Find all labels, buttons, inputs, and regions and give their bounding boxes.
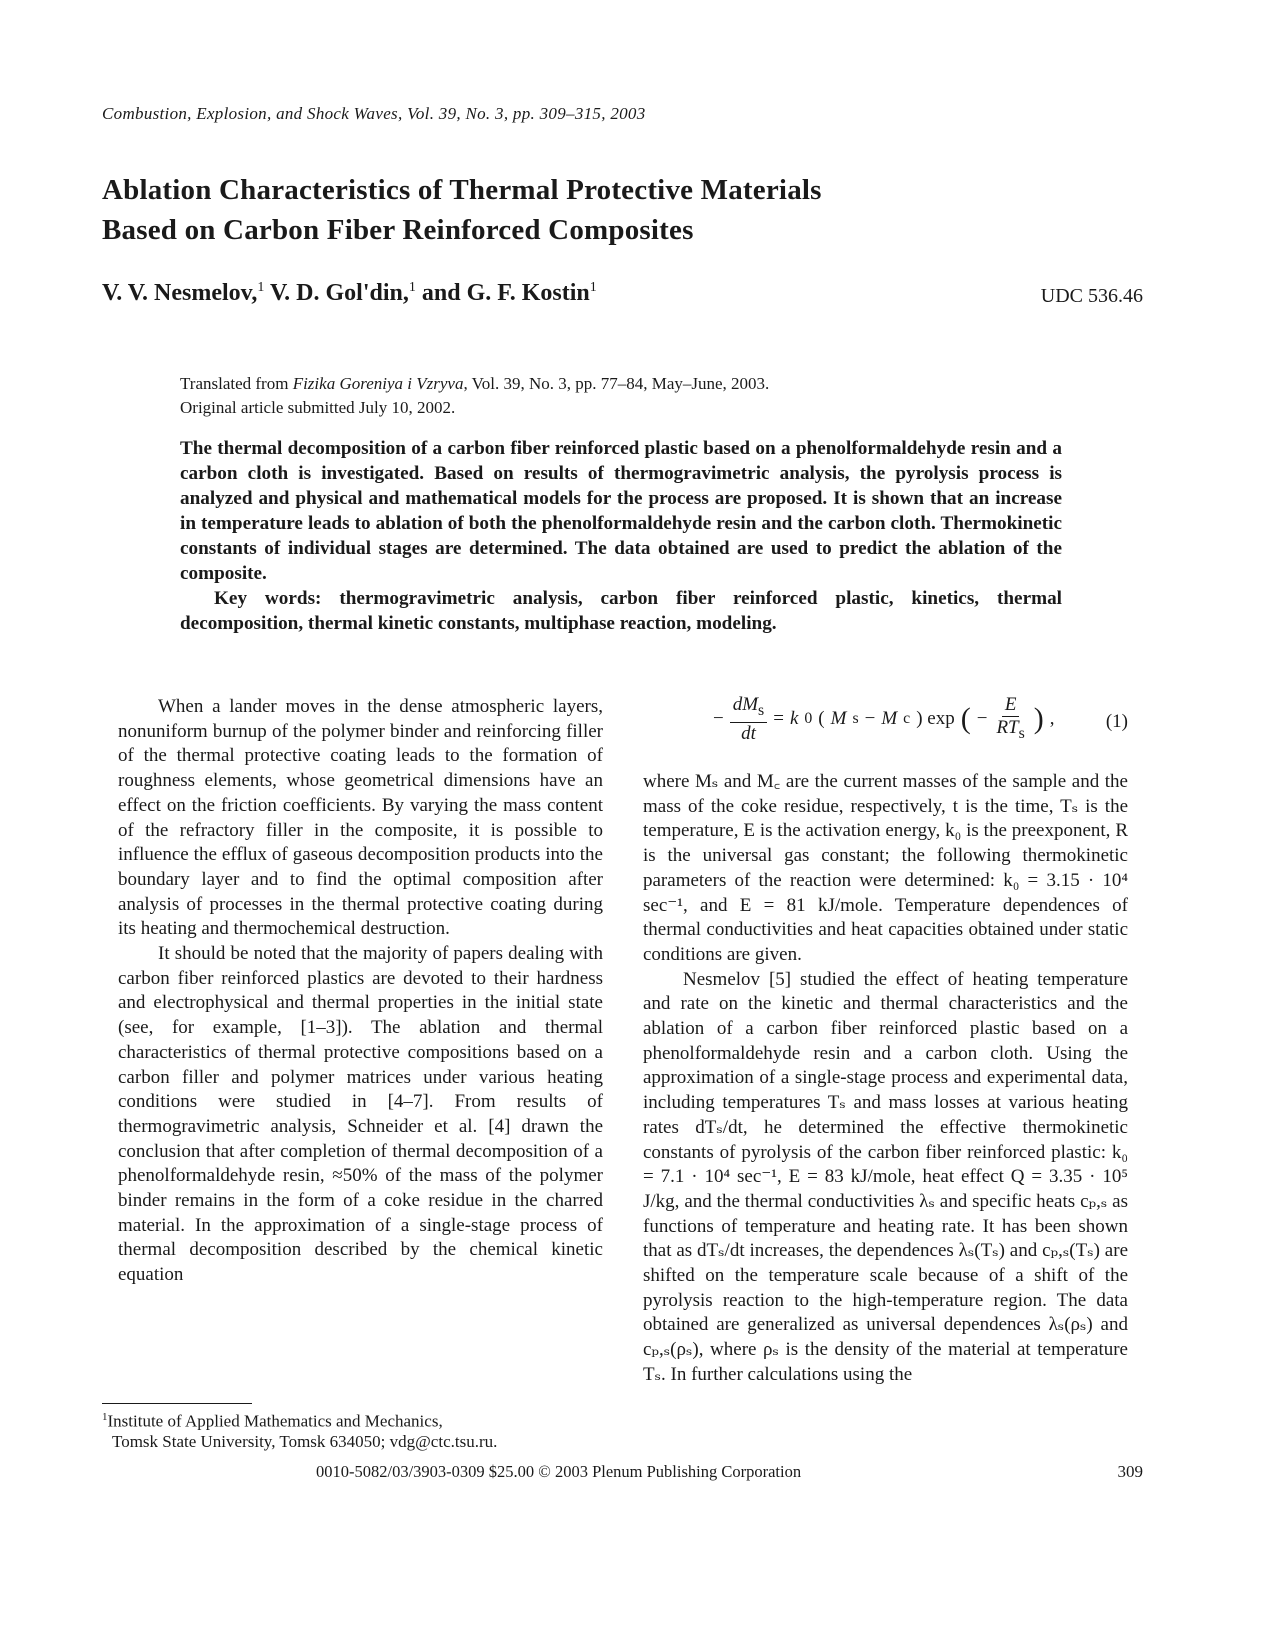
author-1: V. V. Nesmelov, xyxy=(102,280,258,306)
left-column xyxy=(118,695,603,1288)
source-journal: Fizika Goreniya i Vzryva xyxy=(292,374,464,393)
abstract xyxy=(180,436,1062,636)
footnote-line-1: $^1$Institute of Applied Mathematics and Mechanics, xyxy=(102,1411,443,1431)
udc-code: UDC 536.46 xyxy=(1040,285,1143,307)
paper-title xyxy=(102,170,1142,250)
affiliation-mark: 1 xyxy=(257,280,265,295)
footnote-rule xyxy=(102,1403,252,1404)
equation-body: − $\frac{dM_s}{dt}$ = k 0 ( M s − M c ) exp ( − $\frac{E}{RT_s}$ ) , xyxy=(713,694,1055,744)
author-list xyxy=(102,280,597,307)
abstract-text: The thermal decomposition of a carbon fiber reinforced plastic based on a phenolformaldehyde resin and a carbon cloth is investigated. Based on results of thermogravimetric analysis, the pyrolysis process is analyzed and physical and mathematical models for the process are proposed. It is shown that an increase in temperature leads to ablation of both the phenolformaldehyde resin and the carbon cloth. Thermokinetic constants of individual stages are determined. The data obtained are used to predict the ablation of the composite. xyxy=(180,438,1062,584)
copyright-line: 0010-5082/03/3903-0309 $25.00 © 2003 Plenum Publishing Corporation xyxy=(316,1462,802,1481)
author-2: V. D. Gol'din, xyxy=(269,280,409,306)
author-3: and G. F. Kostin xyxy=(421,280,590,306)
title-line-2: Based on Carbon Fiber Reinforced Composites xyxy=(102,214,694,246)
paragraph: It should be noted that the majority of papers dealing with carbon fiber reinforced plastics are devoted to their hardness and electrophysical and thermal properties in the initial state (see, for example, [1–3]). The ablation and thermal characteristics of thermal protective compositions based on a carbon filler and polymer matrices under various heating conditions were studied in [4–7]. From results of thermogravimetric analysis, Schneider et al. [4] drawn the conclusion that after completion of thermal decomposition of a phenolformaldehyde resin, ≈50% of the mass of the polymer binder remains in the form of a coke residue in the charred material. In the approximation of a single-stage process of thermal decomposition described by the chemical kinetic equation xyxy=(118,943,603,1286)
paragraph: Nesmelov [5] studied the effect of heating temperature and rate on the kinetic and thermal characteristics and the ablation of a carbon fiber reinforced plastic based on a phenolformaldehyde resin and a carbon cloth. Using the approximation of a single-stage process and experimental data, including temperatures Tₛ and mass losses at various heating rates dTₛ/dt, he determined the effective thermokinetic constants of pyrolysis of the carbon fiber reinforced plastic: k₀ = 7.1 · 10⁴ sec⁻¹, E = 83 kJ/mole, heat effect Q = 3.35 · 10⁵ J/kg, and the thermal conductivities λₛ and specific heats cₚ,ₛ as functions of temperature and heating rate. It has been shown that as dTₛ/dt increases, the dependences λₛ(Tₛ) and cₚ,ₛ(Tₛ) are shifted on the temperature scale because of a shift of the pyrolysis reaction to the high-temperature region. The data obtained are generalized as universal dependences λₛ(ρₛ) and cₚ,ₛ(ρₛ), where ρₛ is the density of the material at temperature Tₛ. In further calculations using the xyxy=(643,968,1128,1385)
footnote-line-2: Tomsk State University, Tomsk 634050; vdg@ctc.tsu.ru. xyxy=(112,1431,498,1451)
paragraph: When a lander moves in the dense atmospheric layers, nonuniform burnup of the polymer binder and reinforcing filler of the thermal protective coating leads to the formation of roughness elements, whose geometrical dimensions have an effect on the friction coefficients. By varying the mass content of the refractory filler in the composite, it is possible to influence the efflux of gaseous decomposition products into the boundary layer and to find the optimal composition after analysis of processes in the thermal protective coating during its heating and thermochemical destruction. xyxy=(118,696,603,940)
translation-note xyxy=(180,372,769,420)
footnote xyxy=(102,1407,497,1452)
submission-date: Original article submitted July 10, 2002. xyxy=(180,398,456,417)
affiliation-mark: 1 xyxy=(408,280,416,295)
keywords: Key words: thermogravimetric analysis, carbon fiber reinforced plastic, kinetics, thermal decomposition, thermal kinetic constants, multiphase reaction, modeling. xyxy=(180,588,1062,634)
page-number: 309 xyxy=(1117,1462,1143,1481)
affiliation-mark: 1 xyxy=(589,280,597,295)
equation-number: (1) xyxy=(1105,711,1128,732)
right-column xyxy=(643,690,1128,1388)
title-line-1: Ablation Characteristics of Thermal Protective Materials xyxy=(102,174,822,206)
equation-1 xyxy=(643,690,1128,770)
paragraph: where Mₛ and M꜀ are the current masses of the sample and the mass of the coke residue, respectively, t is the time, Tₛ is the temperature, E is the activation energy, k₀ is the preexponent, R is the universal gas constant; the following thermokinetic parameters of the reaction were determined: k₀ = 3.15 · 10⁴ sec⁻¹, and E = 81 kJ/mole. Temperature dependences of thermal conductivities and heat capacities obtained under static conditions are given. xyxy=(643,771,1128,965)
journal-citation: Combustion, Explosion, and Shock Waves, Vol. 39, No. 3, pp. 309–315, 2003 xyxy=(102,104,646,123)
translation-source: Translated from Fizika Goreniya i Vzryva, Vol. 39, No. 3, pp. 77–84, May–June, 2003. xyxy=(180,374,770,393)
